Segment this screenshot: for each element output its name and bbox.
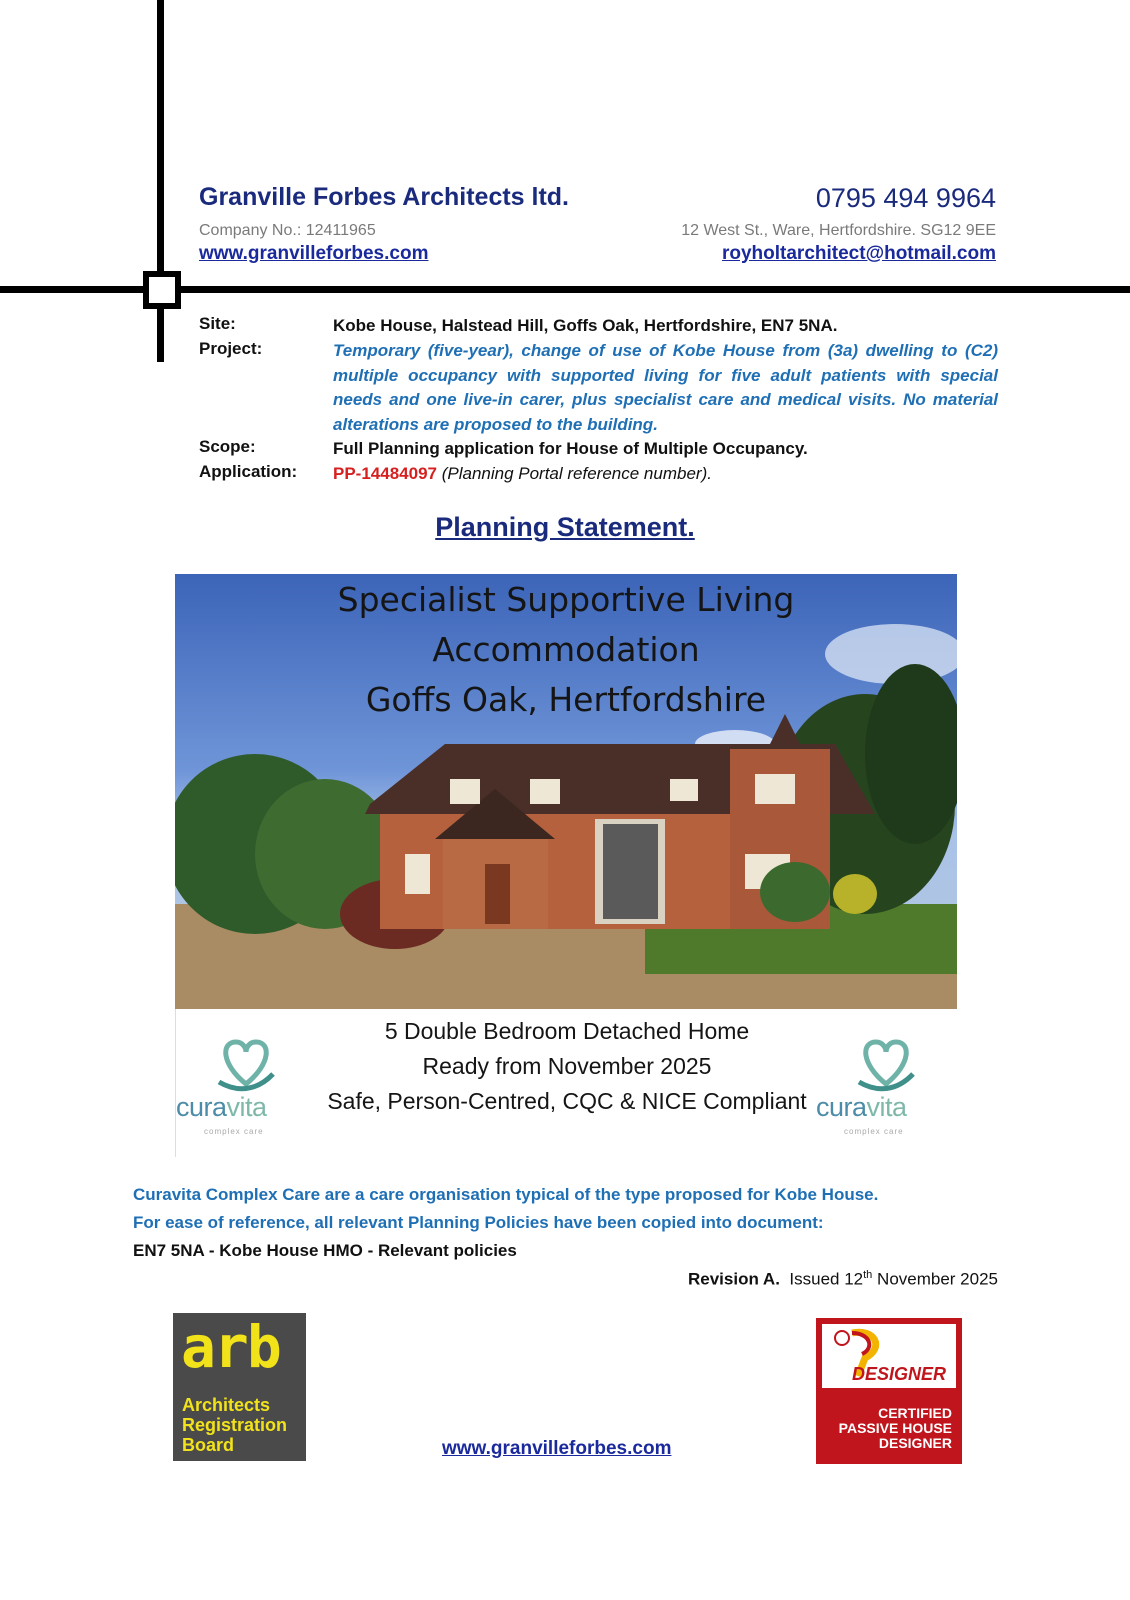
cura-text: cura [816,1092,867,1122]
phd-line-1: CERTIFIED [878,1405,952,1421]
poster-headline-line-2: Accommodation [432,630,700,669]
poster-headline-line-3: Goffs Oak, Hertfordshire [365,680,767,719]
company-number: Company No.: 12411965 [199,222,376,239]
scope-value: Full Planning application for House of Multiple Occupancy. [333,439,808,458]
application-label: Application: [199,462,298,481]
issued-superscript: th [863,1269,873,1281]
application-value [333,462,998,487]
phd-logo-panel [822,1324,956,1388]
curavita-subtitle-left: complex care [204,1127,264,1136]
passive-house-designer-logo [816,1318,962,1464]
curavita-wordmark-left [176,1092,267,1123]
vita-text: vita [226,1092,267,1122]
firm-name: Granville Forbes Architects ltd. [199,183,570,211]
arb-line-1: Architects [182,1395,271,1415]
heart-hand-icon [211,1034,281,1094]
phd-certification [839,1406,952,1451]
arb-name [182,1395,287,1455]
house-photo [175,574,957,1009]
vita-text: vita [866,1092,907,1122]
frame-junction-square [143,271,181,309]
cura-text: cura [176,1092,227,1122]
poster-caption-line-1: 5 Double Bedroom Detached Home [384,1018,750,1044]
project-value: Temporary (five-year), change of use of Kobe House from (3a) dwelling to (C2) multiple occupancy with supported living for five adult patients with special needs and one live-in carer, plus specialist care and medical visits. No material alterations are proposed to the building. [333,341,998,434]
curavita-logo-right [816,1034,941,1144]
website-link[interactable]: www.granvilleforbes.com [199,243,429,264]
note-policies: For ease of reference, all relevant Planning Policies have been copied into document: [133,1213,824,1232]
phd-designer-word: DESIGNER [852,1364,947,1384]
poster-caption-line-2: Ready from November 2025 [422,1053,712,1079]
company-address: 12 West St., Ware, Hertfordshire. SG12 9EE [681,222,996,239]
arb-letters: arb [181,1313,280,1381]
curavita-wordmark-right [816,1092,907,1123]
project-label: Project: [199,339,263,358]
revision-label: Revision A. [687,1269,780,1289]
arb-line-3: Board [182,1435,235,1455]
issued-suffix: November 2025 [872,1269,998,1289]
application-note: (Planning Portal reference number). [436,464,712,483]
application-reference: PP-14484097 [333,464,437,483]
arb-line-2: Registration [182,1415,288,1435]
phd-line-3: DESIGNER [878,1435,952,1451]
footer-website-link[interactable]: www.granvilleforbes.com [442,1438,672,1459]
poster-headline-line-1: Specialist Supportive Living [337,580,795,619]
poster-caption-line-3: Safe, Person-Centred, CQC & NICE Compliant [327,1088,807,1114]
page-title: Planning Statement. [435,512,695,542]
email-link[interactable]: royholtarchitect@hotmail.com [721,243,996,264]
curavita-logo-left [176,1034,301,1144]
revision-line [688,1269,998,1290]
site-value: Kobe House, Halstead Hill, Goffs Oak, Hertfordshire, EN7 5NA. [333,316,838,335]
scope-label: Scope: [199,437,256,456]
note-curavita: Curavita Complex Care are a care organisation typical of the type proposed for Kobe House. [133,1185,879,1204]
site-label: Site: [199,314,236,333]
arb-logo [173,1313,306,1461]
poster-caption [175,1009,958,1157]
curavita-subtitle-right: complex care [844,1127,904,1136]
heart-hand-icon [851,1034,921,1094]
phd-line-2: PASSIVE HOUSE [838,1420,952,1436]
note-document-title: EN7 5NA - Kobe House HMO - Relevant policies [133,1241,517,1260]
phone-number: 0795 494 9964 [815,183,996,213]
issued-prefix: Issued 12 [789,1269,864,1289]
